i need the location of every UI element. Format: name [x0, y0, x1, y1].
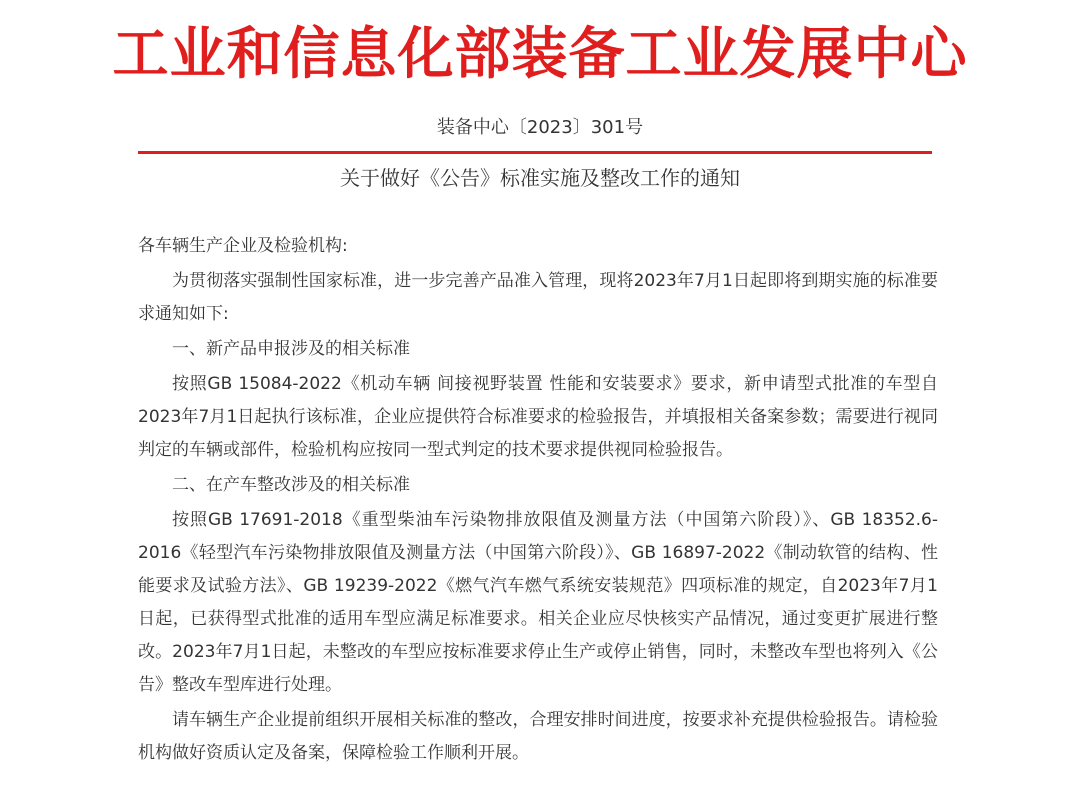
notice-title: 关于做好《公告》标准实施及整改工作的通知 — [340, 166, 740, 190]
red-divider — [138, 151, 932, 154]
closing-paragraph: 请车辆生产企业提前组织开展相关标准的整改，合理安排时间进度，按要求补充提供检验报告。请检验机构做好资质认定及备案，保障检验工作顺利开展。 — [138, 710, 938, 763]
salutation: 各车辆生产企业及检验机构: — [138, 236, 348, 256]
document-number: 装备中心〔2023〕301号 — [436, 117, 644, 138]
section-2-paragraph: 按照GB 17691-2018《重型柴油车污染物排放限值及测量方法（中国第六阶段）》、GB 18352.6-2016《轻型汽车污染物排放限值及测量方法（中国第六阶段）》、GB 16897-2022《制动软管的结构、性能要求及试验方法》、GB 19239-2022《燃气汽车燃气系统安装规范》四项标准的规定，自2023年7月1日起，已获得型式批准的适用车型应满足标准要求。相关企业应尽快核实产品情况，通过变更扩展进行整改。2023年7月1日起，未整改的车型应按标准要求停止生产或停止销售，同时，未整改车型也将列入《公告》整改车型库进行处理。 — [138, 510, 938, 695]
intro-paragraph: 为贯彻落实强制性国家标准，进一步完善产品准入管理，现将2023年7月1日起即将到期实施的标准要求通知如下: — [138, 271, 938, 324]
section-1-paragraph: 按照GB 15084-2022《机动车辆 间接视野装置 性能和安装要求》要求，新申请型式批准的车型自2023年7月1日起执行该标准，企业应提供符合标准要求的检验报告，并填报相关备案参数；需要进行视同判定的车辆或部件，检验机构应按同一型式判定的技术要求提供视同检验报告。 — [138, 374, 938, 460]
notice-body — [138, 230, 938, 770]
section-1-heading: 一、新产品申报涉及的相关标准 — [172, 339, 410, 359]
org-title: 工业和信息化部装备工业发展中心 — [112, 21, 968, 87]
section-2-heading: 二、在产车整改涉及的相关标准 — [172, 475, 410, 495]
